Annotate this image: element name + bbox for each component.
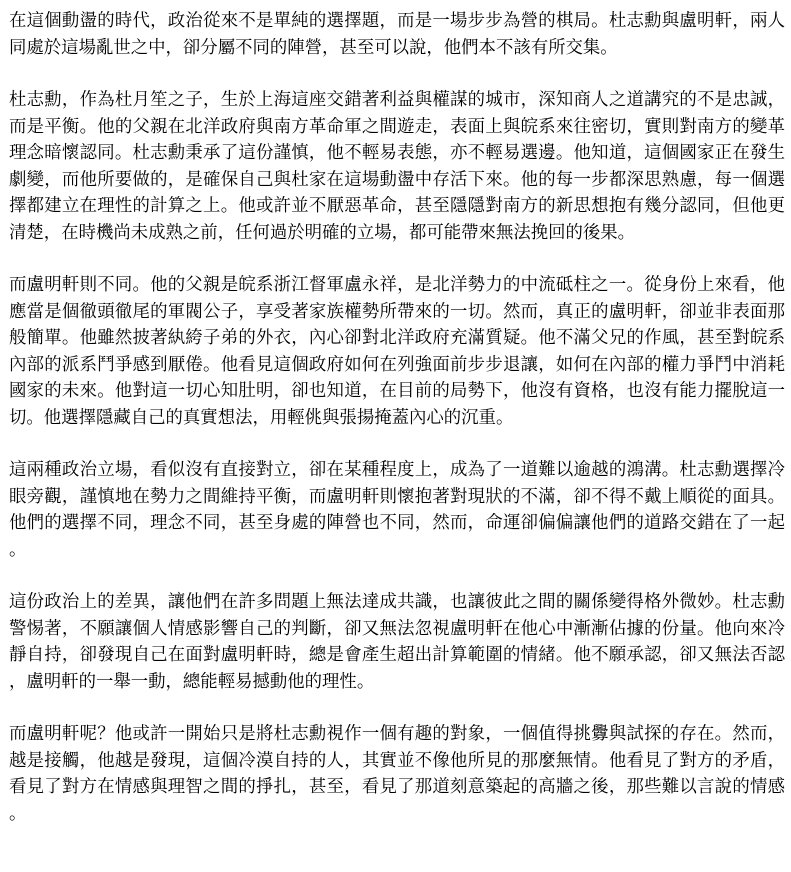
paragraph-1: 在這個動盪的時代，政治從來不是單純的選擇題，而是一場步步為營的棋局。杜志勳與盧明軒，兩人同處於這場亂世之中，卻分屬不同的陣營，甚至可以說，他們本不該有所交集。 xyxy=(9,11,785,58)
paragraph-4: 這兩種政治立場，看似沒有直接對立，卻在某種程度上，成為了一道難以逾越的鴻溝。杜志勳選擇冷眼旁觀，謹慎地在勢力之間維持平衡，而盧明軒則懷抱著對現狀的不滿，卻不得不戴上順從的面具。他們的選擇不同，理念不同，甚至身處的陣營也不同，然而，命運卻偏偏讓他們的道路交錯在了一起。 xyxy=(9,460,785,560)
paragraph-3: 而盧明軒則不同。他的父親是皖系浙江督軍盧永祥，是北洋勢力的中流砥柱之一。從身份上來看，他應當是個徹頭徹尾的軍閥公子，享受著家族權勢所帶來的一切。然而，真正的盧明軒，卻並非表面那般簡單。他雖然披著紈絝子弟的外衣，內心卻對北洋政府充滿質疑。他不滿父兄的作風，甚至對皖系內部的派系鬥爭感到厭倦。他看見這個政府如何在列強面前步步退讓，如何在內部的權力爭鬥中消耗國家的未來。他對這一切心知肚明，卻也知道，在目前的局勢下，他沒有資格，也沒有能力擺脫這一切。他選擇隱藏自己的真實想法，用輕佻與張揚掩蓋內心的沉重。 xyxy=(9,275,785,428)
paragraph-2: 杜志勳，作為杜月笙之子，生於上海這座交錯著利益與權謀的城市，深知商人之道講究的不是忠誠，而是平衡。他的父親在北洋政府與南方革命軍之間遊走，表面上與皖系來往密切，實則對南方的變革理念暗懷認同。杜志勳秉承了這份謹慎，他不輕易表態，亦不輕易選邊。他知道，這個國家正在發生劇變，而他所要做的，是確保自己與杜家在這場動盪中存活下來。他的每一步都深思熟慮，每一個選擇都建立在理性的計算之上。他或許並不厭惡革命，甚至隱隱對南方的新思想抱有幾分認同，但他更清楚，在時機尚未成熟之前，任何過於明確的立場，都可能帶來無法挽回的後果。 xyxy=(9,90,785,243)
paragraph-5: 這份政治上的差異，讓他們在許多問題上無法達成共識，也讓彼此之間的關係變得格外微妙。杜志勳警惕著，不願讓個人情感影響自己的判斷，卻又無法忽視盧明軒在他心中漸漸佔據的份量。他向來冷靜自持，卻發現自己在面對盧明軒時，總是會產生超出計算範圍的情緒。他不願承認，卻又無法否認，盧明軒的一舉一動，總能輕易撼動他的理性。 xyxy=(9,592,785,692)
paragraph-6: 而盧明軒呢？他或許一開始只是將杜志勳視作一個有趣的對象，一個值得挑釁與試探的存在。然而，越是接觸，他越是發現，這個冷漠自持的人，其實並不像他所見的那麼無情。他看見了對方的矛盾，看見了對方在情感與理智之間的掙扎，甚至，看見了那道刻意築起的高牆之後，那些難以言說的情感。 xyxy=(9,724,785,824)
